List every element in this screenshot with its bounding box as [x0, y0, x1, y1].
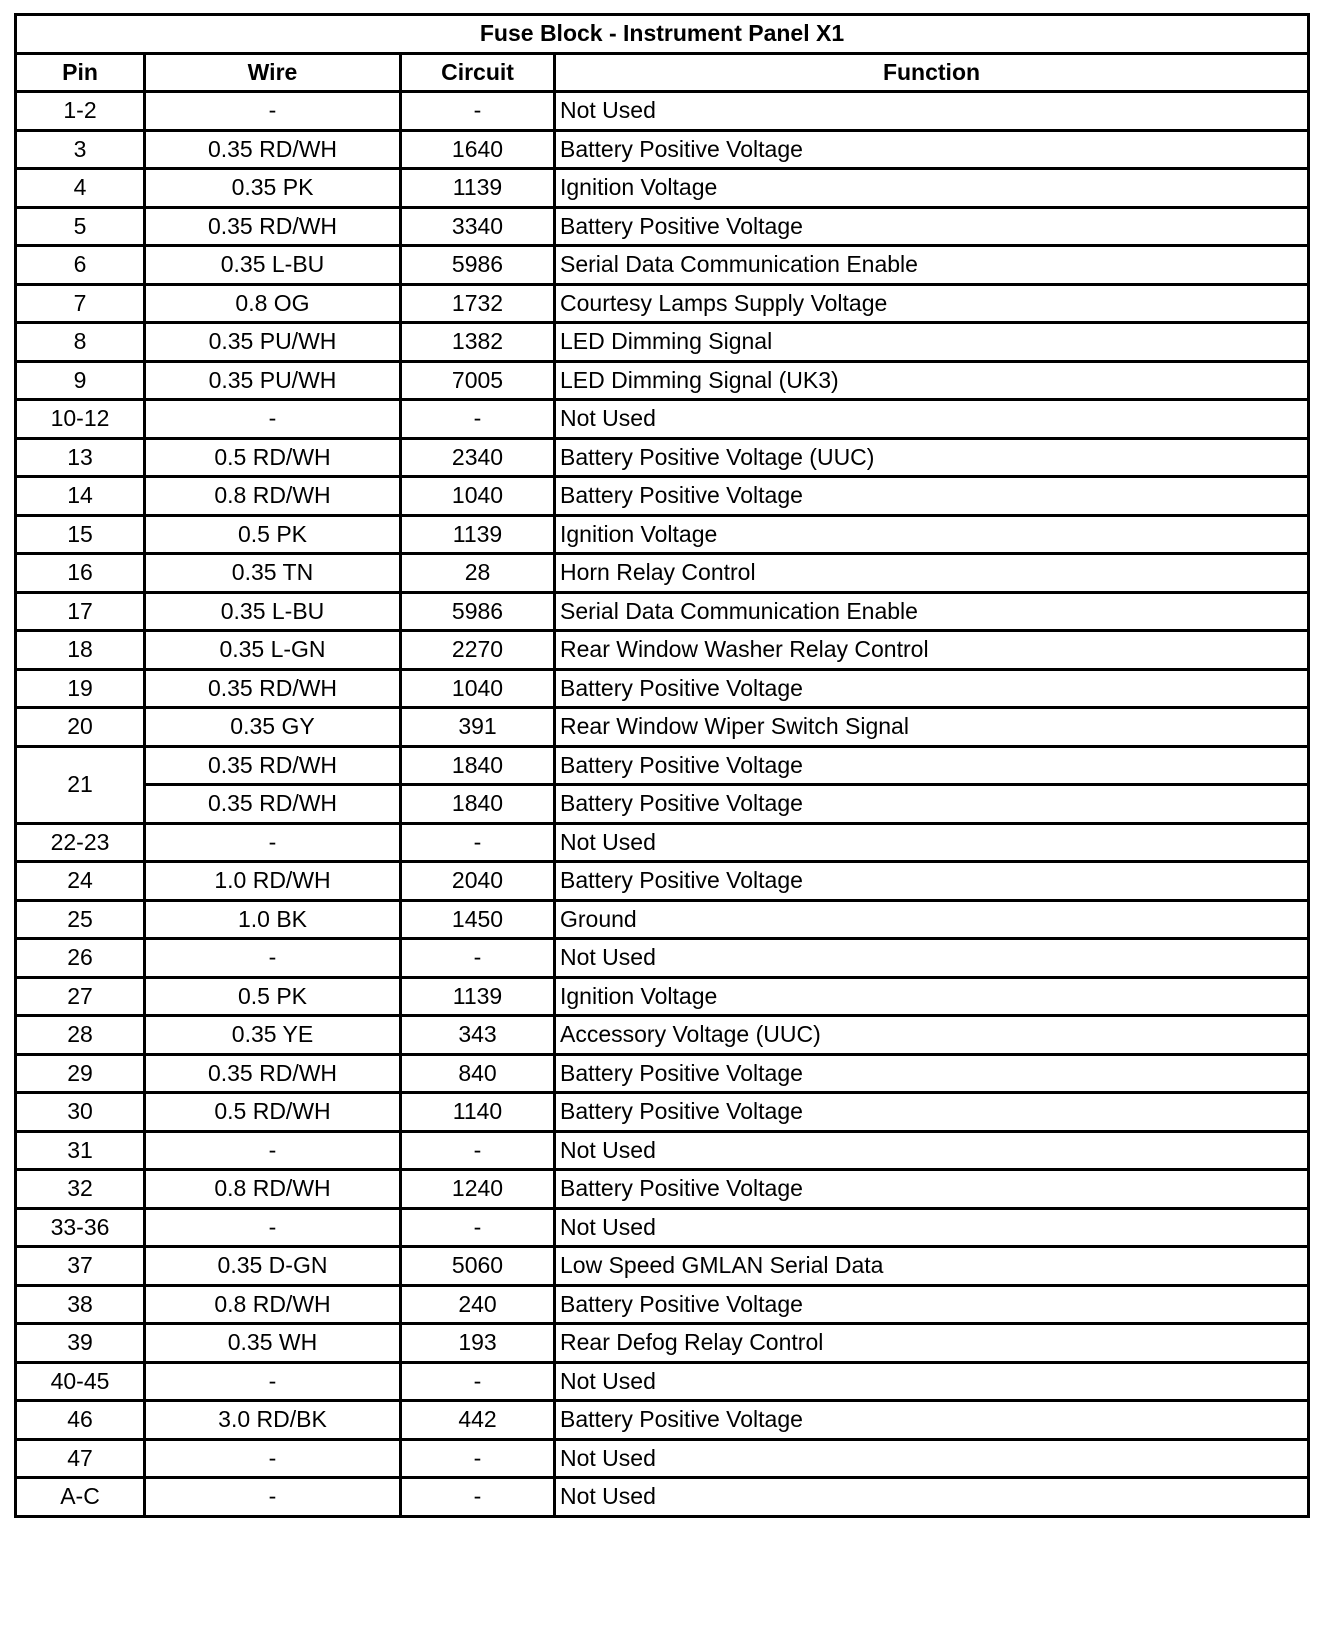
pin-cell: 9	[16, 361, 145, 400]
pin-cell: 5	[16, 207, 145, 246]
table-row	[16, 708, 1309, 747]
function-cell: Ignition Voltage	[555, 515, 1309, 554]
circuit-cell: -	[401, 1208, 555, 1247]
wire-cell: -	[145, 939, 401, 978]
table-row	[16, 284, 1309, 323]
table-row	[16, 1285, 1309, 1324]
wire-cell: 0.35 PU/WH	[145, 361, 401, 400]
function-cell: Battery Positive Voltage	[555, 862, 1309, 901]
table-row	[16, 130, 1309, 169]
pin-cell: 47	[16, 1439, 145, 1478]
wire-cell: 0.35 L-BU	[145, 592, 401, 631]
pin-cell: 7	[16, 284, 145, 323]
circuit-cell: 2040	[401, 862, 555, 901]
pin-cell: 32	[16, 1170, 145, 1209]
wire-cell: 0.35 RD/WH	[145, 1054, 401, 1093]
table-row	[16, 1054, 1309, 1093]
pin-cell: 28	[16, 1016, 145, 1055]
table-row	[16, 1362, 1309, 1401]
circuit-cell: -	[401, 939, 555, 978]
function-cell: Battery Positive Voltage	[555, 746, 1309, 785]
wire-cell: 0.8 OG	[145, 284, 401, 323]
wire-cell: -	[145, 1362, 401, 1401]
table-row	[16, 1093, 1309, 1132]
circuit-cell: 5986	[401, 246, 555, 285]
pin-cell: 26	[16, 939, 145, 978]
function-cell: Horn Relay Control	[555, 554, 1309, 593]
pin-cell: 33-36	[16, 1208, 145, 1247]
circuit-cell: 1840	[401, 746, 555, 785]
function-cell: LED Dimming Signal	[555, 323, 1309, 362]
circuit-cell: -	[401, 1362, 555, 1401]
wire-cell: 0.5 RD/WH	[145, 1093, 401, 1132]
pin-cell: 24	[16, 862, 145, 901]
pin-cell: 16	[16, 554, 145, 593]
wire-cell: -	[145, 1478, 401, 1517]
wire-cell: 0.35 RD/WH	[145, 669, 401, 708]
circuit-cell: 28	[401, 554, 555, 593]
pin-cell: 1-2	[16, 92, 145, 131]
table-row	[16, 477, 1309, 516]
pin-cell: 10-12	[16, 400, 145, 439]
pin-cell: 17	[16, 592, 145, 631]
function-cell: Not Used	[555, 400, 1309, 439]
table-row	[16, 862, 1309, 901]
table-row	[16, 1247, 1309, 1286]
wire-cell: -	[145, 823, 401, 862]
column-header-circuit: Circuit	[401, 53, 555, 92]
wire-cell: 0.8 RD/WH	[145, 477, 401, 516]
column-header-pin: Pin	[16, 53, 145, 92]
wire-cell: 1.0 RD/WH	[145, 862, 401, 901]
title-row	[16, 15, 1309, 54]
function-cell: Not Used	[555, 1478, 1309, 1517]
pin-cell: 38	[16, 1285, 145, 1324]
circuit-cell: 343	[401, 1016, 555, 1055]
circuit-cell: 3340	[401, 207, 555, 246]
circuit-cell: 840	[401, 1054, 555, 1093]
circuit-cell: 7005	[401, 361, 555, 400]
pin-cell: 21	[16, 746, 145, 823]
function-cell: Rear Defog Relay Control	[555, 1324, 1309, 1363]
table-row	[16, 977, 1309, 1016]
pin-cell: 30	[16, 1093, 145, 1132]
table-row	[16, 669, 1309, 708]
function-cell: Battery Positive Voltage	[555, 1401, 1309, 1440]
table-row	[16, 169, 1309, 208]
function-cell: Battery Positive Voltage	[555, 785, 1309, 824]
function-cell: Not Used	[555, 1131, 1309, 1170]
function-cell: Battery Positive Voltage	[555, 130, 1309, 169]
table-row	[16, 1131, 1309, 1170]
wire-cell: 3.0 RD/BK	[145, 1401, 401, 1440]
function-cell: Not Used	[555, 92, 1309, 131]
circuit-cell: -	[401, 1131, 555, 1170]
function-cell: Ignition Voltage	[555, 169, 1309, 208]
circuit-cell: 5986	[401, 592, 555, 631]
function-cell: Serial Data Communication Enable	[555, 592, 1309, 631]
table-row	[16, 323, 1309, 362]
function-cell: Not Used	[555, 1439, 1309, 1478]
pin-cell: 37	[16, 1247, 145, 1286]
table-row	[16, 785, 1309, 824]
table-row	[16, 554, 1309, 593]
header-row	[16, 53, 1309, 92]
wire-cell: 0.35 L-GN	[145, 631, 401, 670]
function-cell: Low Speed GMLAN Serial Data	[555, 1247, 1309, 1286]
wire-cell: -	[145, 1208, 401, 1247]
wire-cell: -	[145, 1439, 401, 1478]
circuit-cell: 240	[401, 1285, 555, 1324]
wire-cell: 0.8 RD/WH	[145, 1285, 401, 1324]
function-cell: Accessory Voltage (UUC)	[555, 1016, 1309, 1055]
pin-cell: 8	[16, 323, 145, 362]
wire-cell: 0.35 PK	[145, 169, 401, 208]
wire-cell: 0.35 WH	[145, 1324, 401, 1363]
pin-cell: 20	[16, 708, 145, 747]
circuit-cell: -	[401, 400, 555, 439]
circuit-cell: 1040	[401, 669, 555, 708]
wire-cell: 0.35 PU/WH	[145, 323, 401, 362]
wire-cell: 0.35 TN	[145, 554, 401, 593]
circuit-cell: -	[401, 823, 555, 862]
function-cell: Rear Window Wiper Switch Signal	[555, 708, 1309, 747]
circuit-cell: 1040	[401, 477, 555, 516]
table-row	[16, 746, 1309, 785]
circuit-cell: 1640	[401, 130, 555, 169]
table-row	[16, 1401, 1309, 1440]
pin-cell: 40-45	[16, 1362, 145, 1401]
circuit-cell: 391	[401, 708, 555, 747]
circuit-cell: 1140	[401, 1093, 555, 1132]
wire-cell: 0.35 RD/WH	[145, 785, 401, 824]
wire-cell: 0.35 GY	[145, 708, 401, 747]
function-cell: Not Used	[555, 1362, 1309, 1401]
wire-cell: 0.8 RD/WH	[145, 1170, 401, 1209]
circuit-cell: 1240	[401, 1170, 555, 1209]
function-cell: Battery Positive Voltage	[555, 1093, 1309, 1132]
pin-cell: 14	[16, 477, 145, 516]
wire-cell: 0.35 RD/WH	[145, 746, 401, 785]
table-row	[16, 92, 1309, 131]
function-cell: Not Used	[555, 1208, 1309, 1247]
pin-cell: 3	[16, 130, 145, 169]
circuit-cell: 1840	[401, 785, 555, 824]
circuit-cell: -	[401, 92, 555, 131]
table-row	[16, 438, 1309, 477]
table-row	[16, 515, 1309, 554]
circuit-cell: 1139	[401, 515, 555, 554]
table-row	[16, 1439, 1309, 1478]
pin-cell: 22-23	[16, 823, 145, 862]
circuit-cell: -	[401, 1439, 555, 1478]
circuit-cell: 193	[401, 1324, 555, 1363]
wire-cell: -	[145, 92, 401, 131]
circuit-cell: 1139	[401, 977, 555, 1016]
function-cell: Not Used	[555, 939, 1309, 978]
function-cell: Battery Positive Voltage	[555, 1285, 1309, 1324]
pin-cell: 6	[16, 246, 145, 285]
pin-cell: 15	[16, 515, 145, 554]
table-row	[16, 246, 1309, 285]
table-row	[16, 1324, 1309, 1363]
connector-pinout-table	[14, 13, 1310, 1518]
pin-cell: 13	[16, 438, 145, 477]
circuit-cell: 2270	[401, 631, 555, 670]
table-body	[16, 92, 1309, 1517]
table-row	[16, 207, 1309, 246]
wire-cell: 0.5 RD/WH	[145, 438, 401, 477]
wire-cell: 0.35 D-GN	[145, 1247, 401, 1286]
wire-cell: 1.0 BK	[145, 900, 401, 939]
function-cell: Battery Positive Voltage	[555, 669, 1309, 708]
pin-cell: 25	[16, 900, 145, 939]
function-cell: Ground	[555, 900, 1309, 939]
table-row	[16, 1016, 1309, 1055]
circuit-cell: 5060	[401, 1247, 555, 1286]
wire-cell: 0.5 PK	[145, 515, 401, 554]
function-cell: Battery Positive Voltage (UUC)	[555, 438, 1309, 477]
function-cell: Battery Positive Voltage	[555, 477, 1309, 516]
circuit-cell: 1450	[401, 900, 555, 939]
function-cell: Courtesy Lamps Supply Voltage	[555, 284, 1309, 323]
pin-cell: 46	[16, 1401, 145, 1440]
column-header-wire: Wire	[145, 53, 401, 92]
table-row	[16, 823, 1309, 862]
table-title: Fuse Block - Instrument Panel X1	[16, 15, 1309, 54]
wire-cell: -	[145, 400, 401, 439]
circuit-cell: 1139	[401, 169, 555, 208]
pin-cell: 31	[16, 1131, 145, 1170]
table-row	[16, 1208, 1309, 1247]
column-header-function: Function	[555, 53, 1309, 92]
table-row	[16, 592, 1309, 631]
circuit-cell: 1732	[401, 284, 555, 323]
table-row	[16, 361, 1309, 400]
wire-cell: 0.35 L-BU	[145, 246, 401, 285]
wire-cell: -	[145, 1131, 401, 1170]
circuit-cell: -	[401, 1478, 555, 1517]
pin-cell: 18	[16, 631, 145, 670]
function-cell: Not Used	[555, 823, 1309, 862]
table-row	[16, 1170, 1309, 1209]
pin-cell: A-C	[16, 1478, 145, 1517]
pin-cell: 27	[16, 977, 145, 1016]
pin-cell: 39	[16, 1324, 145, 1363]
pin-cell: 4	[16, 169, 145, 208]
function-cell: Ignition Voltage	[555, 977, 1309, 1016]
function-cell: Battery Positive Voltage	[555, 1170, 1309, 1209]
pin-cell: 29	[16, 1054, 145, 1093]
wire-cell: 0.35 RD/WH	[145, 130, 401, 169]
table-row	[16, 939, 1309, 978]
function-cell: Battery Positive Voltage	[555, 207, 1309, 246]
table-row	[16, 900, 1309, 939]
function-cell: Rear Window Washer Relay Control	[555, 631, 1309, 670]
circuit-cell: 442	[401, 1401, 555, 1440]
function-cell: Battery Positive Voltage	[555, 1054, 1309, 1093]
function-cell: LED Dimming Signal (UK3)	[555, 361, 1309, 400]
pin-cell: 19	[16, 669, 145, 708]
wire-cell: 0.35 YE	[145, 1016, 401, 1055]
wire-cell: 0.5 PK	[145, 977, 401, 1016]
circuit-cell: 1382	[401, 323, 555, 362]
wire-cell: 0.35 RD/WH	[145, 207, 401, 246]
circuit-cell: 2340	[401, 438, 555, 477]
table-row	[16, 1478, 1309, 1517]
table-row	[16, 631, 1309, 670]
table-row	[16, 400, 1309, 439]
function-cell: Serial Data Communication Enable	[555, 246, 1309, 285]
